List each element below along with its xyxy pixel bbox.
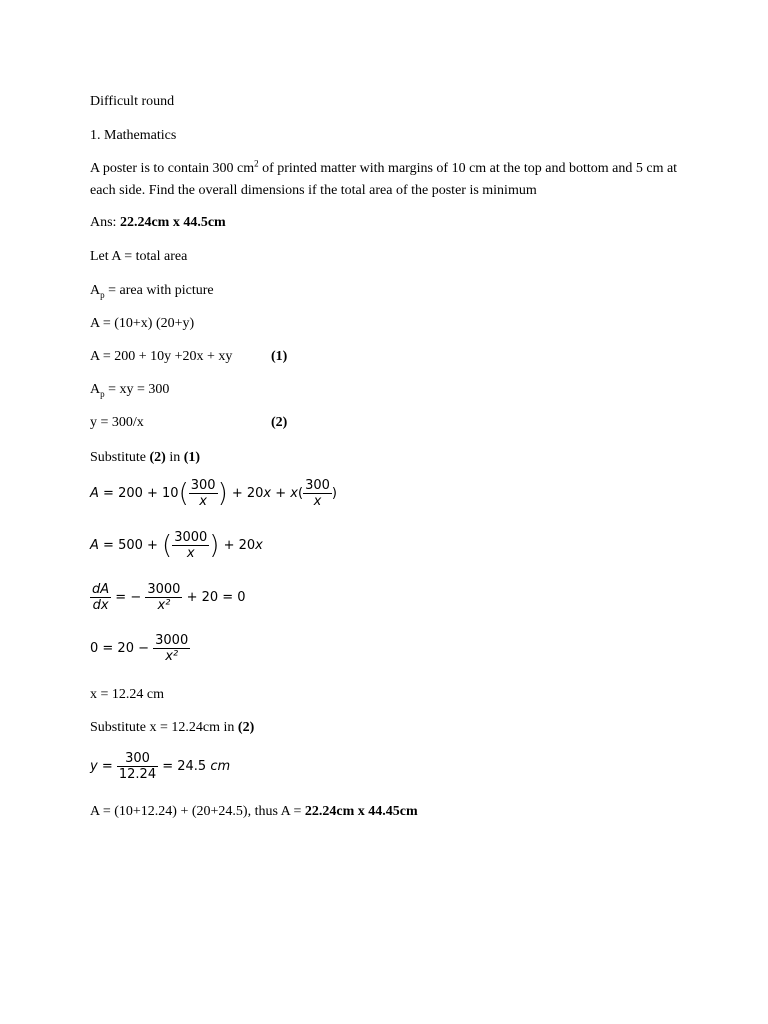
equation-2-tag: (2) [271,415,288,430]
math-y-value: y = $\frac{300}{12.24}$ = 24.5 cm [90,751,231,782]
answer-line: Ans: 22.24cm x 44.5cm [90,215,226,230]
substitute-line: Substitute (2) in (1) [90,450,201,465]
math-simplified: A = 500 + ( $\frac{3000}{x}$ ) + 20x [90,530,263,561]
equation-1: A = 200 + 10y +20x + xy [90,349,233,364]
let-line: Let A = total area [90,249,188,264]
section-title: 1. Mathematics [90,128,177,143]
equation-1-tag: (1) [271,349,288,364]
math-derivative: $\frac{dA}{dx}$ = − $\frac{3000}{\text{x²}}$ + 20 = 0 [92,582,246,613]
equation-2: y = 300/x [90,415,144,430]
problem-statement: A poster is to contain 300 $cm^2$ of printed matter with margins of 10 cm at the top and bottom and 5 cm at each side. Find the overall dimensions if the total area of the poster is minimum [90,158,678,198]
equation-area: A = (10+x) (20+y) [90,316,195,331]
equation-ap: $A_p$ = xy = 300 [90,382,170,399]
ap-definition: $A_p$ = area with picture [90,283,214,300]
substitute-x-line: Substitute x = 12.24cm in (2) [90,720,255,735]
heading: Difficult round [90,94,175,109]
x-value: x = 12.24 cm [90,687,164,702]
math-expansion: A = 200 + 10( $\frac{300}{x}$ ) + 20x + x( $\frac{300}{x}$ ) [90,478,337,509]
math-zero: 0 = 20 − $\frac{3000}{\text{x²}}$ [90,633,189,664]
final-line: A = (10+12.24) + (20+24.5), thus A = 22.24cm x 44.45cm [90,804,418,819]
